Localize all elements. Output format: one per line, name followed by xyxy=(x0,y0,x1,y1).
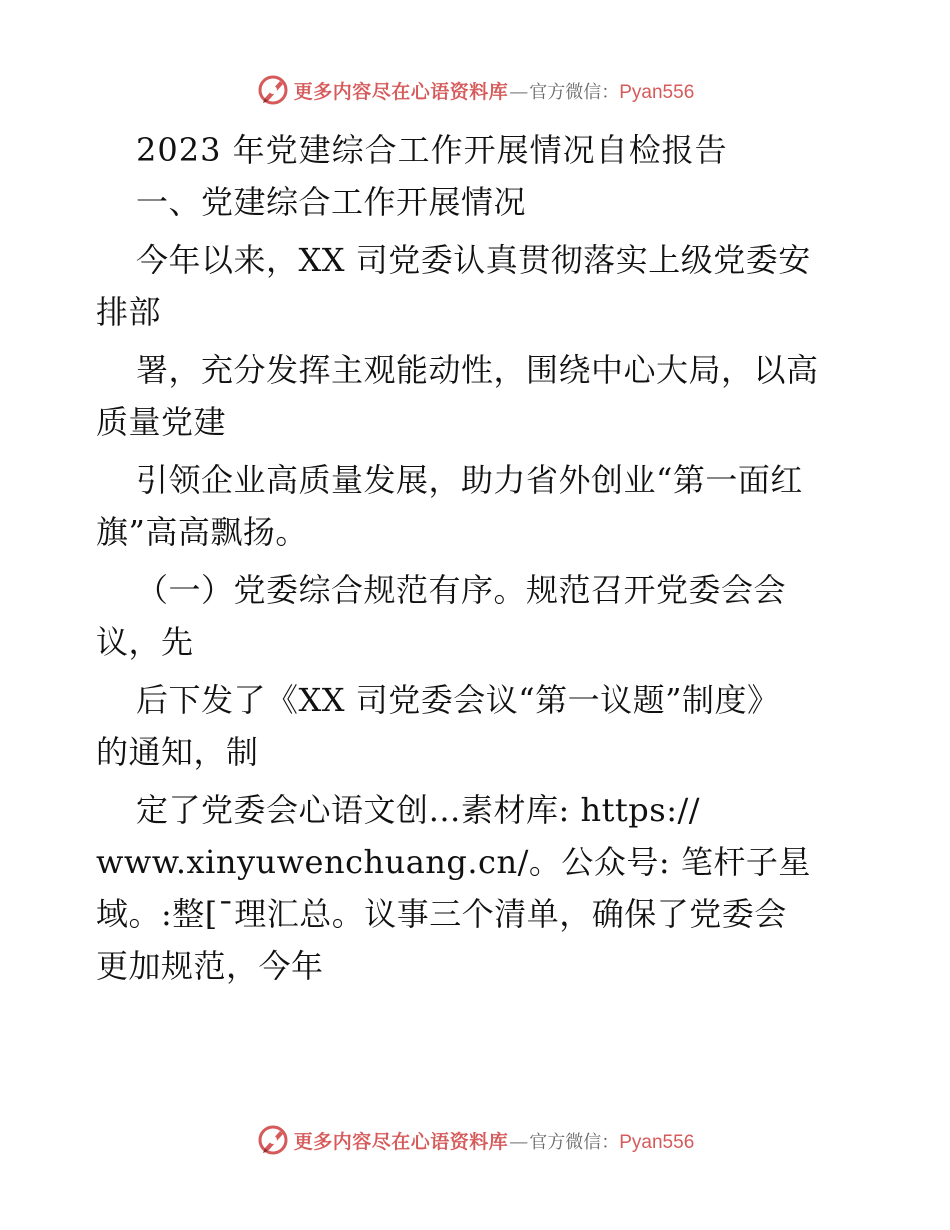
paragraph-line: 更加规范，今年 xyxy=(96,947,324,985)
paragraph-line: www.xinyuwenchuang.cn/。公众号: 笔杆子星 xyxy=(96,843,811,881)
section-heading: 一、党建综合工作开展情况 xyxy=(136,183,527,221)
banner-wechat-id: Pyan556 xyxy=(619,1131,695,1153)
document-title: 2023 年党建综合工作开展情况自检报告 xyxy=(136,131,728,169)
banner-text xyxy=(294,1127,695,1154)
document-body xyxy=(96,124,856,992)
banner-dash: — xyxy=(509,1130,529,1153)
paragraph-line: 域。:整[¯理汇总。议事三个清单，确保了党委会 xyxy=(96,895,787,933)
paragraph-line: 后下发了《XX 司党委会议“第一议题”制度》 xyxy=(136,681,780,719)
paragraph-line: 质量党建 xyxy=(96,403,227,441)
subsection-heading-line: （一）党委综合规范有序。规范召开党委会会 xyxy=(136,571,787,609)
paragraph-line: 署，充分发挥主观能动性，围绕中心大局，以高 xyxy=(136,351,819,389)
header-watermark-banner xyxy=(0,70,950,110)
paragraph-line: 排部 xyxy=(96,293,162,331)
banner-dash: — xyxy=(509,80,529,103)
banner-wechat-id: Pyan556 xyxy=(619,81,695,103)
pen-logo-icon xyxy=(256,73,290,107)
paragraph-line: 引领企业高质量发展，助力省外创业“第一面红 xyxy=(136,461,803,499)
paragraph-line: 议，先 xyxy=(96,623,194,661)
footer-watermark-banner xyxy=(0,1120,950,1160)
banner-main-text: 更多内容尽在心语资料库 xyxy=(293,80,509,103)
banner-wechat-label: 官方微信： xyxy=(529,81,620,103)
banner-text xyxy=(294,77,695,104)
paragraph-line: 定了党委会心语文创…素材库: https:// xyxy=(136,791,701,829)
pen-logo-icon xyxy=(256,1123,290,1157)
paragraph-line: 今年以来，XX 司党委认真贯彻落实上级党委安 xyxy=(136,241,811,279)
banner-wechat-label: 官方微信： xyxy=(529,1131,620,1153)
paragraph-line: 旗”高高飘扬。 xyxy=(96,513,308,551)
paragraph-line: 的通知，制 xyxy=(96,733,259,771)
banner-main-text: 更多内容尽在心语资料库 xyxy=(293,1130,509,1153)
